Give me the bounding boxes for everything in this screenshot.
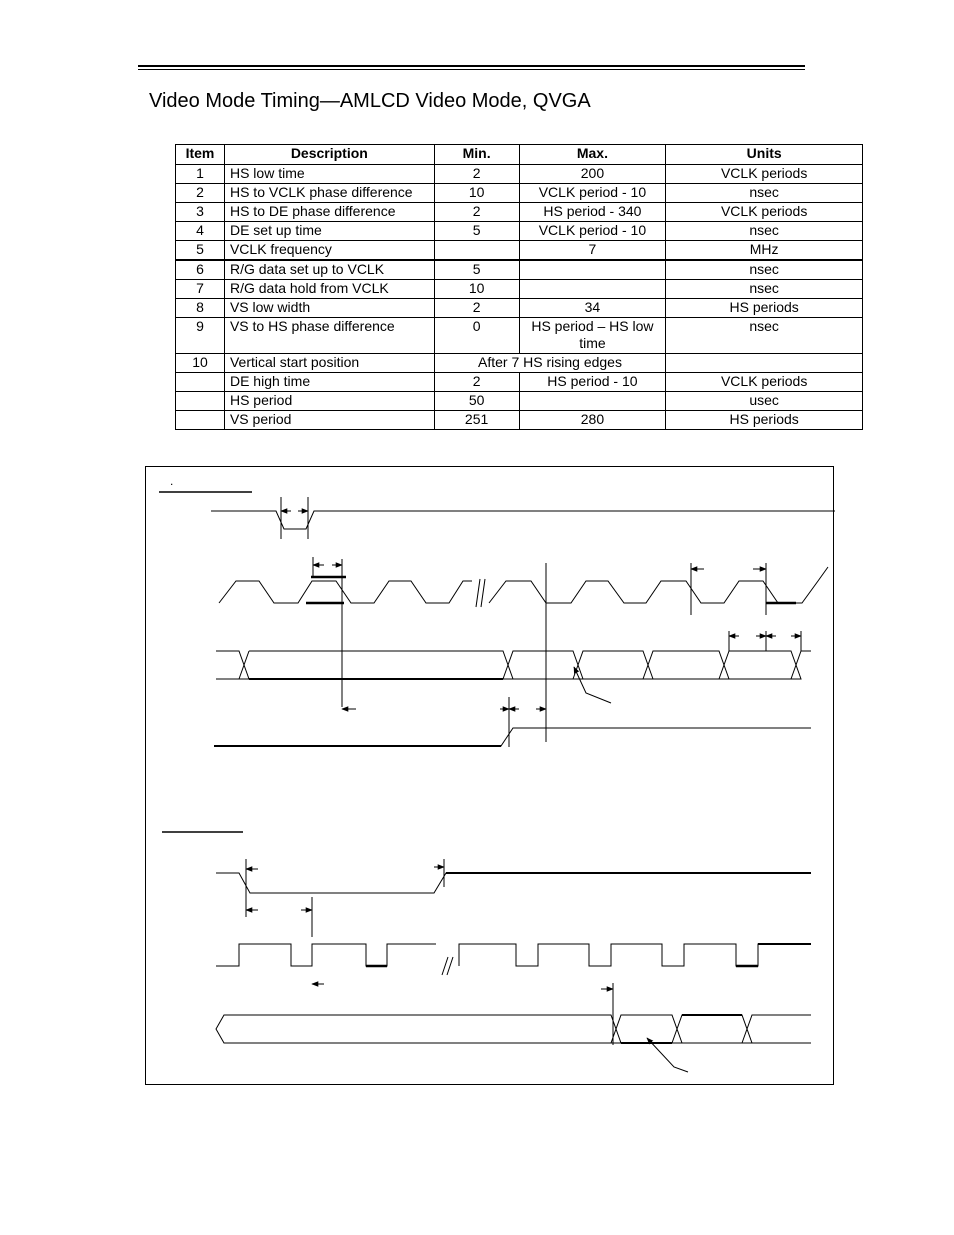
cell-min: 2: [434, 203, 519, 222]
hs-pulse-train-right: [459, 944, 811, 966]
header-units: Units: [666, 145, 863, 165]
cell-min: 10: [434, 184, 519, 203]
lower-data-bus-segment-2: [611, 1015, 682, 1043]
cell-max: VCLK period - 10: [519, 184, 666, 203]
vs-waveform: [216, 873, 811, 893]
data-bus-segment-1: [249, 651, 513, 679]
cell-description: R/G data hold from VCLK: [224, 280, 434, 299]
cell-description: DE set up time: [224, 222, 434, 241]
data-valid-pointer: [574, 667, 611, 703]
hs-break-1: [442, 957, 448, 975]
cell-description: VCLK frequency: [224, 241, 434, 261]
cell-item: 2: [176, 184, 225, 203]
cell-units: nsec: [666, 280, 863, 299]
cell-min: 251: [434, 411, 519, 430]
cell-description: VS period: [224, 411, 434, 430]
data-bus-segment-3: [573, 651, 653, 679]
table-row: [176, 373, 863, 392]
table-row: [176, 280, 863, 299]
cell-description: HS to DE phase difference: [224, 203, 434, 222]
cell-units: nsec: [666, 318, 863, 354]
cell-item: 7: [176, 280, 225, 299]
cell-item: 3: [176, 203, 225, 222]
table-row: [176, 184, 863, 203]
cell-units: nsec: [666, 260, 863, 280]
table-row: [176, 260, 863, 280]
table-header-row: [176, 145, 863, 165]
cell-units: nsec: [666, 184, 863, 203]
data-bus-segment-5: [719, 651, 801, 679]
cell-min: 50: [434, 392, 519, 411]
vclk-break-2: [481, 579, 485, 607]
cell-item: 6: [176, 260, 225, 280]
cell-description: VS to HS phase difference: [224, 318, 434, 354]
cell-max: 7: [519, 241, 666, 261]
cell-max: [519, 280, 666, 299]
hs-pulse-train-left: [216, 944, 436, 966]
upper-heading-mark: .: [170, 474, 174, 488]
table-row: [176, 222, 863, 241]
cell-description: DE high time: [224, 373, 434, 392]
cell-item: 9: [176, 318, 225, 354]
cell-max: HS period - 10: [519, 373, 666, 392]
cell-item: [176, 392, 225, 411]
cell-units: nsec: [666, 222, 863, 241]
de-waveform: [214, 728, 811, 746]
cell-max: VCLK period - 10: [519, 222, 666, 241]
table-row: [176, 299, 863, 318]
timing-diagram-svg: [146, 467, 835, 1086]
lower-data-bus-segment-4: [742, 1015, 811, 1043]
cell-spanned-value: After 7 HS rising edges: [434, 354, 666, 373]
header-rule-thin: [138, 69, 805, 70]
cell-description: R/G data set up to VCLK: [224, 260, 434, 280]
lower-data-bus-segment-3: [672, 1015, 752, 1043]
cell-units: [666, 354, 863, 373]
cell-max: [519, 392, 666, 411]
data-bus-segment-2: [503, 651, 583, 679]
cell-units: VCLK periods: [666, 373, 863, 392]
cell-min: 5: [434, 260, 519, 280]
cell-item: [176, 411, 225, 430]
vclk-waveform-left: [219, 581, 472, 603]
vclk-waveform-right: [489, 567, 828, 603]
table-row: [176, 203, 863, 222]
cell-units: HS periods: [666, 411, 863, 430]
lower-data-bus-segment-1: [216, 1015, 621, 1043]
cell-min: 10: [434, 280, 519, 299]
hs-break-2: [447, 957, 453, 975]
cell-min: 2: [434, 165, 519, 184]
cell-description: HS to VCLK phase difference: [224, 184, 434, 203]
cell-max: HS period - 340: [519, 203, 666, 222]
hs-waveform: [211, 511, 835, 529]
header-rule-thick: [138, 65, 805, 67]
cell-description: VS low width: [224, 299, 434, 318]
cell-min: [434, 241, 519, 261]
header-item: Item: [176, 145, 225, 165]
vclk-break-1: [476, 579, 480, 607]
cell-description: Vertical start position: [224, 354, 434, 373]
cell-min: 2: [434, 299, 519, 318]
cell-max: 200: [519, 165, 666, 184]
cell-units: usec: [666, 392, 863, 411]
table-row: [176, 318, 863, 354]
cell-max: 34: [519, 299, 666, 318]
cell-min: 2: [434, 373, 519, 392]
cell-min: 0: [434, 318, 519, 354]
table-row: [176, 411, 863, 430]
cell-item: 10: [176, 354, 225, 373]
table-row: [176, 165, 863, 184]
cell-min: 5: [434, 222, 519, 241]
table-row: [176, 392, 863, 411]
cell-max: HS period – HS low time: [519, 318, 666, 354]
cell-item: [176, 373, 225, 392]
cell-units: VCLK periods: [666, 165, 863, 184]
page-title: Video Mode Timing—AMLCD Video Mode, QVGA: [149, 90, 591, 112]
cell-units: MHz: [666, 241, 863, 261]
cell-max: [519, 260, 666, 280]
table-row: [176, 354, 863, 373]
table-row: [176, 241, 863, 261]
cell-description: HS low time: [224, 165, 434, 184]
cell-item: 1: [176, 165, 225, 184]
timing-table: [175, 144, 863, 430]
header-max: Max.: [519, 145, 666, 165]
data-bus-end: [791, 651, 811, 679]
header-description: Description: [224, 145, 434, 165]
cell-item: 8: [176, 299, 225, 318]
cell-max: 280: [519, 411, 666, 430]
cell-item: 5: [176, 241, 225, 261]
cell-description: HS period: [224, 392, 434, 411]
cell-units: HS periods: [666, 299, 863, 318]
cell-item: 4: [176, 222, 225, 241]
data-bus-segment-4: [643, 651, 729, 679]
header-min: Min.: [434, 145, 519, 165]
timing-diagram: [145, 466, 834, 1085]
cell-units: VCLK periods: [666, 203, 863, 222]
